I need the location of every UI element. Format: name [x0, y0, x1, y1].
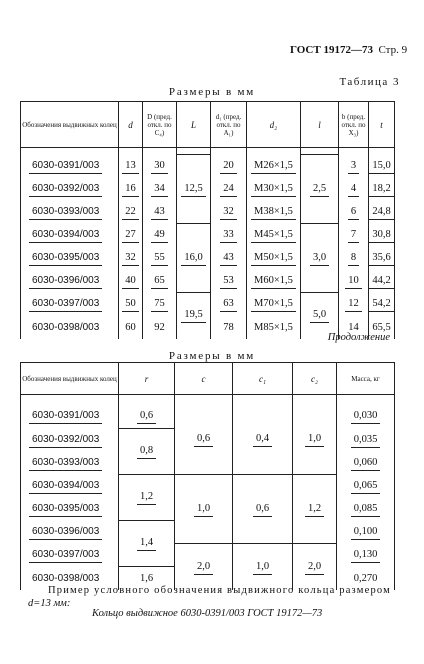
t1-d1: 24: [220, 182, 237, 197]
t1-d2: M26×1,5: [251, 159, 296, 174]
t1-d: 50: [122, 297, 139, 312]
t1-t: 54,2: [369, 297, 393, 312]
t1-d: 40: [122, 274, 139, 289]
t1-D: 75: [151, 297, 168, 312]
example-designation: Кольцо выдвижное 6030-0391/003 ГОСТ 19172—73: [92, 608, 323, 619]
standard-number: ГОСТ 19172—73: [290, 44, 373, 56]
t2-header-mass: Масса, кг: [337, 363, 395, 395]
t1-b: 4: [348, 182, 359, 197]
t1-l: 3,0: [310, 251, 329, 266]
t1-D: 34: [151, 182, 168, 197]
t1-d1: 78: [211, 316, 247, 339]
t1-b: 3: [348, 159, 359, 174]
t1-D: 92: [143, 316, 177, 339]
t2-c2: 1,2: [305, 502, 324, 517]
t1-designation: 6030-0396/003: [29, 274, 102, 289]
t1-header-d: d: [119, 102, 143, 148]
t2-designation: 6030-0398/003: [21, 567, 119, 591]
t1-t: 18,2: [369, 182, 393, 197]
t1-d2: M38×1,5: [251, 205, 296, 220]
table2: [20, 362, 395, 590]
t1-t: 15,0: [369, 159, 393, 174]
t2-mass: 0,085: [351, 502, 381, 517]
table-row: [21, 475, 395, 498]
t1-d2: M85×1,5: [247, 316, 301, 339]
t1-designation: 6030-0391/003: [29, 159, 102, 174]
table-row: [21, 405, 395, 429]
t2-mass: 0,065: [351, 479, 381, 494]
t1-t: 30,8: [369, 228, 393, 243]
t1-d1: 63: [220, 297, 237, 312]
t2-r: 1,6: [119, 567, 175, 591]
t2-c1: 0,6: [253, 502, 272, 517]
t1-D: 30: [151, 159, 168, 174]
t1-d2: M60×1,5: [251, 274, 296, 289]
example-paragraph: [28, 584, 398, 610]
t1-header-l: l: [301, 102, 339, 148]
t2-r: 1,4: [137, 536, 156, 551]
t2-designation: 6030-0393/003: [29, 456, 102, 471]
t2-c1: 1,0: [253, 560, 272, 575]
t1-d: 13: [122, 159, 139, 174]
t1-d2: M70×1,5: [251, 297, 296, 312]
t1-header-b: b (пред. откл. по X₃): [339, 102, 369, 148]
t2-r: 0,6: [137, 409, 156, 424]
t1-D: 49: [151, 228, 168, 243]
t2-c: 0,6: [194, 432, 213, 447]
t2-designation: 6030-0395/003: [29, 502, 102, 517]
t1-D: 55: [151, 251, 168, 266]
t1-d1: 53: [220, 274, 237, 289]
t2-r: 1,2: [137, 490, 156, 505]
page-number: Стр. 9: [378, 44, 408, 56]
t2-mass: 0,035: [351, 433, 381, 448]
t2-c2: 1,0: [305, 432, 324, 447]
t1-designation: 6030-0392/003: [29, 182, 102, 197]
t1-l: 5,0: [310, 308, 329, 323]
table-row: [21, 544, 395, 567]
t1-d1: 32: [220, 205, 237, 220]
t1-designation: 6030-0394/003: [29, 228, 102, 243]
t1-designation: 6030-0393/003: [29, 205, 102, 220]
t2-c: 1,0: [194, 502, 213, 517]
t1-d1: 43: [220, 251, 237, 266]
t1-b: 10: [345, 274, 362, 289]
t1-b: 12: [345, 297, 362, 312]
t2-header-designation: Обозначения выдвижных колец: [21, 363, 119, 395]
t2-designation: 6030-0394/003: [29, 479, 102, 494]
t1-L: 16,0: [181, 251, 205, 266]
table2-units-title: Размеры в мм: [168, 350, 256, 362]
table-row: [21, 293, 395, 316]
t1-header-designation: Обозначения выдвижных колец: [21, 102, 119, 148]
table1: [20, 101, 395, 339]
t2-header-c1: c₁: [233, 363, 293, 395]
example-condition: d=13 мм:: [28, 598, 71, 609]
t2-mass: 0,030: [351, 409, 381, 424]
t1-b: 14: [339, 316, 369, 339]
t1-b: 6: [348, 205, 359, 220]
t1-t: 24,8: [369, 205, 393, 220]
t1-L: 12,5: [181, 182, 205, 197]
t2-header-c: c: [175, 363, 233, 395]
t1-D: 43: [151, 205, 168, 220]
t1-header-D: D (пред. откл. по C₄): [143, 102, 177, 148]
table-row: [21, 224, 395, 247]
example-lead: Пример условного обозначения выдвижного кольца размером: [48, 585, 392, 596]
t1-l: 2,5: [310, 182, 329, 197]
t1-L: 19,5: [181, 308, 205, 323]
t1-designation: 6030-0395/003: [29, 251, 102, 266]
t1-d: 32: [122, 251, 139, 266]
t1-header-t: t: [369, 102, 395, 148]
t2-designation: 6030-0396/003: [29, 525, 102, 540]
t2-mass: 0,100: [351, 525, 381, 540]
t1-d1: 33: [220, 228, 237, 243]
t2-mass: 0,270: [337, 567, 395, 591]
t2-header-c2: c₂: [293, 363, 337, 395]
t1-d2: M45×1,5: [251, 228, 296, 243]
t2-c: 2,0: [194, 560, 213, 575]
t2-mass: 0,060: [351, 456, 381, 471]
t1-b: 7: [348, 228, 359, 243]
t2-designation: 6030-0392/003: [29, 433, 102, 448]
t1-b: 8: [348, 251, 359, 266]
t2-header-r: r: [119, 363, 175, 395]
t1-d2: M30×1,5: [251, 182, 296, 197]
t2-mass: 0,130: [351, 548, 381, 563]
t1-D: 65: [151, 274, 168, 289]
t1-t: 65,5: [369, 316, 395, 339]
table-caption: Таблица 3: [339, 76, 400, 88]
t1-d: 27: [122, 228, 139, 243]
t1-d2: M50×1,5: [251, 251, 296, 266]
t1-header-d1: d₁ (пред. откл. по A₁): [211, 102, 247, 148]
page-header: [290, 44, 408, 56]
t2-r: 0,8: [137, 444, 156, 459]
t1-designation: 6030-0397/003: [29, 297, 102, 312]
t2-designation: 6030-0391/003: [29, 409, 102, 424]
continuation-label: Продолжение: [327, 332, 390, 343]
t2-designation: 6030-0397/003: [29, 548, 102, 563]
t2-c2: 2,0: [305, 560, 324, 575]
t1-d: 60: [119, 316, 143, 339]
t1-header-L: L: [177, 102, 211, 148]
t1-d: 22: [122, 205, 139, 220]
t1-t: 44,2: [369, 274, 393, 289]
t1-header-d2: d₂: [247, 102, 301, 148]
table-row: [21, 155, 395, 178]
t1-d: 16: [122, 182, 139, 197]
t1-designation: 6030-0398/003: [21, 316, 119, 339]
t2-c1: 0,4: [253, 432, 272, 447]
table1-units-title: Размеры в мм: [168, 86, 256, 98]
t1-t: 35,6: [369, 251, 393, 266]
t1-d1: 20: [220, 159, 237, 174]
